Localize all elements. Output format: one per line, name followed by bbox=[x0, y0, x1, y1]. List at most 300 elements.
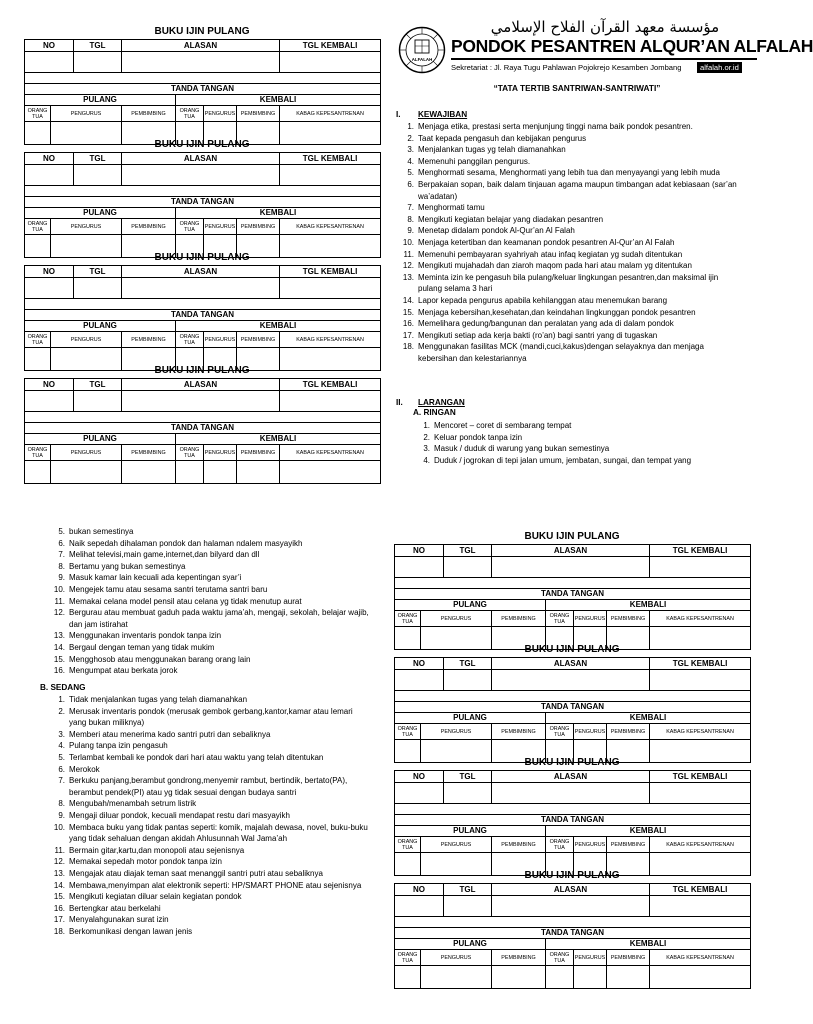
header-divider bbox=[451, 58, 757, 60]
sign-box[interactable] bbox=[574, 966, 607, 989]
item-text: bukan semestinya bbox=[69, 527, 134, 536]
item-number: 3. bbox=[423, 444, 430, 454]
form-title: BUKU IJIN PULANG bbox=[524, 531, 620, 542]
form-title: BUKU IJIN PULANG bbox=[154, 26, 250, 37]
sign-pengurus-label: PENGURUS bbox=[51, 332, 122, 348]
item-text: Memenuhi panggilan pengurus. bbox=[418, 156, 531, 166]
item-text: Memenuhi pembayaran syahriyah atau infaq kegiatan yg sudah ditentukan bbox=[418, 249, 683, 259]
tgl-cell[interactable] bbox=[74, 278, 122, 299]
item-text: Menetap didalam pondok Al-Qur’an Al Falah bbox=[418, 226, 575, 236]
item-text: Tidak menjalankan tugas yang telah diamanahkan bbox=[69, 695, 248, 704]
ringan-list-top bbox=[416, 420, 756, 466]
pesantren-logo-icon bbox=[398, 26, 446, 74]
sign-box[interactable] bbox=[492, 966, 546, 989]
list-item bbox=[51, 729, 371, 741]
item-text: Menjaga ketertiban dan keamanan pondok pesantren Al-Qur’an Al Falah bbox=[418, 237, 675, 247]
kembali-header: KEMBALI bbox=[176, 208, 381, 219]
no-cell[interactable] bbox=[25, 278, 74, 299]
col-no-header: NO bbox=[25, 266, 74, 278]
item-text: Bertengkar atau berkelahi bbox=[69, 903, 161, 913]
item-number: 1. bbox=[58, 695, 65, 704]
spacer-row bbox=[395, 917, 751, 928]
tgl-cell[interactable] bbox=[444, 557, 492, 578]
ijin-table bbox=[394, 544, 751, 650]
sign-pembimbing-label: PEMBIMBING bbox=[607, 611, 650, 627]
item-text: Lapor kepada pengurus apabila kehilanggan atau menemukan barang bbox=[418, 295, 668, 305]
item-text: Bertamu yang bukan semestinya bbox=[69, 561, 186, 571]
sign-kabag-label: KABAG KEPESANTRENAN bbox=[280, 332, 381, 348]
sign-box[interactable] bbox=[25, 461, 51, 484]
pulang-header: PULANG bbox=[395, 600, 546, 611]
col-tgl-header: TGL bbox=[444, 658, 492, 670]
list-item bbox=[51, 538, 371, 550]
list-item bbox=[400, 133, 744, 145]
item-number: 17. bbox=[402, 330, 414, 340]
item-number: 5. bbox=[407, 168, 414, 178]
item-number: 1. bbox=[423, 421, 430, 430]
item-text: Bermain gitar,kartu,dan monopoli atau sejenisnya bbox=[69, 845, 245, 855]
alasan-cell[interactable] bbox=[492, 783, 650, 804]
spacer-row bbox=[395, 578, 751, 589]
col-tgl-header: TGL bbox=[74, 266, 122, 278]
sign-box[interactable] bbox=[51, 461, 122, 484]
sign-kabag-label: KABAG KEPESANTRENAN bbox=[650, 724, 751, 740]
col-no-header: NO bbox=[395, 884, 444, 896]
item-text: Mengaji diluar pondok, kecuali mendapat restu dari masyayikh bbox=[69, 810, 291, 820]
sign-pembimbing-label: PEMBIMBING bbox=[122, 106, 176, 122]
sign-pengurus-label: PENGURUS bbox=[421, 950, 492, 966]
sign-orang-tua-label: ORANG TUA bbox=[25, 106, 51, 122]
sign-box[interactable] bbox=[122, 461, 176, 484]
col-tgl-header: TGL bbox=[74, 153, 122, 165]
tgl-cell[interactable] bbox=[74, 391, 122, 412]
item-number: 6. bbox=[58, 764, 65, 774]
item-text: Menghormati sesama, Menghormati yang lebih tua dan menyayangi yang lebih muda bbox=[418, 168, 720, 178]
ijin-table bbox=[24, 265, 381, 371]
item-text: Masuk kamar lain kecuali ada kepentingan syar’i bbox=[69, 573, 242, 583]
item-number: 15. bbox=[53, 654, 65, 664]
form-title: BUKU IJIN PULANG bbox=[154, 139, 250, 150]
sign-box[interactable] bbox=[176, 461, 204, 484]
logo-text: ALFALAH bbox=[411, 57, 433, 62]
item-number: 10. bbox=[53, 584, 65, 594]
section-number: I. bbox=[396, 110, 401, 119]
item-number: 4. bbox=[423, 455, 430, 465]
list-item bbox=[400, 225, 744, 237]
pulang-header: PULANG bbox=[25, 95, 176, 106]
list-item bbox=[51, 764, 371, 776]
no-cell[interactable] bbox=[395, 896, 444, 917]
list-item bbox=[51, 584, 371, 596]
item-text: Pulang tanpa izin pengasuh bbox=[69, 741, 168, 751]
col-no-header: NO bbox=[395, 658, 444, 670]
tanda-tangan-header: TANDA TANGAN bbox=[25, 197, 381, 208]
sign-pembimbing-label: PEMBIMBING bbox=[492, 724, 546, 740]
sign-pengurus-label: PENGURUS bbox=[574, 611, 607, 627]
col-no-header: NO bbox=[25, 379, 74, 391]
list-item bbox=[51, 903, 371, 915]
item-number: 2. bbox=[58, 706, 65, 716]
ijin-table bbox=[394, 883, 751, 989]
form-title: BUKU IJIN PULANG bbox=[154, 365, 250, 376]
sign-box[interactable] bbox=[280, 461, 381, 484]
item-text: Mengikuti setiap ada kerja bakti (ro’an) bagi santri yang di tugaskan bbox=[418, 330, 658, 340]
sign-pembimbing-label: PEMBIMBING bbox=[492, 611, 546, 627]
list-item bbox=[400, 341, 744, 364]
item-number: 3. bbox=[58, 729, 65, 739]
kembali-header: KEMBALI bbox=[546, 939, 751, 950]
item-number: 4. bbox=[407, 156, 414, 166]
sign-pembimbing-label: PEMBIMBING bbox=[122, 219, 176, 235]
tgl-cell[interactable] bbox=[444, 896, 492, 917]
item-text: Berpakaian sopan, baik dalam tinjauan agama maupun timbangan adat kebiasaan (sar’an wa’adatan) bbox=[418, 179, 737, 201]
list-item bbox=[400, 330, 744, 342]
pulang-header: PULANG bbox=[395, 826, 546, 837]
item-number: 11. bbox=[54, 845, 65, 855]
list-item bbox=[400, 156, 744, 168]
sign-box[interactable] bbox=[395, 966, 421, 989]
alasan-cell[interactable] bbox=[122, 165, 280, 186]
col-tgl-header: TGL bbox=[444, 884, 492, 896]
ijin-pulang-form bbox=[394, 869, 750, 989]
list-item bbox=[400, 260, 744, 272]
item-text: Mengikuti kegiatan diluar selain kegiatan pondok bbox=[69, 892, 242, 902]
list-item bbox=[400, 214, 744, 226]
list-item bbox=[51, 572, 371, 584]
item-text: Membaca buku yang tidak pantas seperti: komik, majalah dewasa, novel, buku-buku yang tidak sehaluan dengan akidah Ahlusunnah Wal Jama’ah bbox=[69, 822, 368, 844]
list-item bbox=[400, 237, 744, 249]
sign-box[interactable] bbox=[204, 461, 237, 484]
sedang-heading: B. SEDANG bbox=[40, 683, 86, 692]
item-number: 3. bbox=[407, 145, 414, 155]
tanda-tangan-header: TANDA TANGAN bbox=[395, 815, 751, 826]
item-number: 8. bbox=[58, 799, 65, 809]
item-text: Mengajak atau diajak teman saat menanggil santri putri atau sebaliknya bbox=[69, 868, 323, 878]
item-number: 14. bbox=[53, 642, 65, 652]
item-number: 13. bbox=[402, 272, 414, 282]
sedang-list bbox=[51, 694, 371, 937]
item-number: 7. bbox=[407, 203, 414, 213]
sign-pengurus-label: PENGURUS bbox=[204, 106, 237, 122]
sign-pengurus-label: PENGURUS bbox=[574, 837, 607, 853]
list-item bbox=[51, 526, 371, 538]
form-title: BUKU IJIN PULANG bbox=[524, 757, 620, 768]
list-item bbox=[51, 845, 371, 857]
sign-box[interactable] bbox=[237, 461, 280, 484]
item-text: Mengumpat atau berkata jorok bbox=[69, 666, 178, 676]
sign-orang-tua-label: ORANG TUA bbox=[25, 445, 51, 461]
ijin-pulang-form bbox=[24, 364, 380, 484]
website: alfalah.or.id bbox=[697, 62, 742, 73]
document-title: “TATA TERTIB SANTRIWAN-SANTRIWATI” bbox=[493, 83, 661, 93]
ringan-heading: A. RINGAN bbox=[413, 408, 456, 417]
item-text: Menghormati tamu bbox=[418, 203, 485, 213]
tanda-tangan-header: TANDA TANGAN bbox=[25, 423, 381, 434]
sign-kabag-label: KABAG KEPESANTRENAN bbox=[280, 445, 381, 461]
list-item bbox=[400, 307, 744, 319]
col-tgl-header: TGL bbox=[444, 545, 492, 557]
col-no-header: NO bbox=[395, 771, 444, 783]
sign-orang-tua-label: ORANG TUA bbox=[546, 611, 574, 627]
sign-pembimbing-label: PEMBIMBING bbox=[492, 950, 546, 966]
sign-pengurus-label: PENGURUS bbox=[574, 724, 607, 740]
col-alasan-header: ALASAN bbox=[122, 266, 280, 278]
item-text: Merokok bbox=[69, 764, 100, 774]
sign-pengurus-label: PENGURUS bbox=[204, 445, 237, 461]
item-number: 18. bbox=[402, 342, 414, 352]
item-number: 14. bbox=[402, 295, 414, 305]
col-alasan-header: ALASAN bbox=[122, 379, 280, 391]
ijin-table bbox=[24, 378, 381, 484]
item-text: Mengikuti mujahadah dan ziaroh maqom pada hari atau malam yg ditentukan bbox=[418, 261, 692, 271]
no-cell[interactable] bbox=[395, 557, 444, 578]
item-text: Duduk / jogrokan di tepi jalan umum, jembatan, sungai, dan tempat yang bbox=[434, 455, 692, 465]
sign-pengurus-label: PENGURUS bbox=[421, 611, 492, 627]
spacer-row bbox=[395, 691, 751, 702]
item-number: 11. bbox=[403, 249, 414, 259]
tgl-kembali-cell[interactable] bbox=[650, 557, 751, 578]
item-text: Memakai celana model pensil atau celana yg tidak menutup aurat bbox=[69, 596, 302, 606]
list-item bbox=[51, 891, 371, 903]
sign-pembimbing-label: PEMBIMBING bbox=[122, 332, 176, 348]
tgl-kembali-cell[interactable] bbox=[280, 165, 381, 186]
item-number: 15. bbox=[402, 307, 414, 317]
tgl-kembali-cell[interactable] bbox=[280, 52, 381, 73]
kembali-header: KEMBALI bbox=[176, 321, 381, 332]
list-item bbox=[51, 926, 371, 938]
sign-orang-tua-label: ORANG TUA bbox=[395, 837, 421, 853]
item-text: Merusak inventaris pondok (merusak gembok gerbang,kantor,kamar atau lemari yang bukan miliknya) bbox=[69, 706, 353, 728]
tanda-tangan-header: TANDA TANGAN bbox=[395, 928, 751, 939]
list-item bbox=[400, 121, 744, 133]
tgl-kembali-cell[interactable] bbox=[650, 896, 751, 917]
no-cell[interactable] bbox=[395, 783, 444, 804]
sign-orang-tua-label: ORANG TUA bbox=[25, 332, 51, 348]
item-number: 13. bbox=[53, 868, 65, 878]
item-number: 16. bbox=[53, 903, 65, 913]
col-tgl-header: TGL bbox=[444, 771, 492, 783]
spacer-row bbox=[395, 804, 751, 815]
list-item bbox=[51, 752, 371, 764]
no-cell[interactable] bbox=[25, 165, 74, 186]
item-number: 7. bbox=[58, 776, 65, 786]
col-tgl-kembali-header: TGL KEMBALI bbox=[650, 884, 751, 896]
tgl-kembali-cell[interactable] bbox=[650, 783, 751, 804]
tanda-tangan-header: TANDA TANGAN bbox=[395, 589, 751, 600]
col-alasan-header: ALASAN bbox=[122, 153, 280, 165]
tgl-cell[interactable] bbox=[74, 52, 122, 73]
item-number: 15. bbox=[53, 892, 65, 902]
list-item bbox=[51, 798, 371, 810]
col-alasan-header: ALASAN bbox=[492, 771, 650, 783]
col-tgl-header: TGL bbox=[74, 40, 122, 52]
sign-orang-tua-label: ORANG TUA bbox=[25, 219, 51, 235]
ijin-pulang-form bbox=[24, 251, 380, 371]
pesantren-title: PONDOK PESANTREN ALQUR’AN ALFALAH bbox=[451, 36, 813, 56]
list-item bbox=[51, 868, 371, 880]
alasan-cell[interactable] bbox=[492, 896, 650, 917]
tanda-tangan-header: TANDA TANGAN bbox=[395, 702, 751, 713]
sign-kabag-label: KABAG KEPESANTRENAN bbox=[650, 837, 751, 853]
col-alasan-header: ALASAN bbox=[492, 658, 650, 670]
ijin-pulang-form bbox=[394, 756, 750, 876]
kewajiban-heading bbox=[396, 110, 467, 119]
list-item bbox=[51, 822, 371, 845]
col-tgl-kembali-header: TGL KEMBALI bbox=[280, 266, 381, 278]
list-item bbox=[51, 706, 371, 729]
tgl-kembali-cell[interactable] bbox=[280, 278, 381, 299]
sign-orang-tua-label: ORANG TUA bbox=[176, 445, 204, 461]
item-number: 8. bbox=[407, 214, 414, 224]
list-item bbox=[400, 144, 744, 156]
item-text: Menggunakan inventaris pondok tanpa izin bbox=[69, 631, 222, 641]
item-text: Menjaga kebersihan,kesehatan,dan keindahan lingkunggan pondok pesantren bbox=[418, 307, 696, 317]
kembali-header: KEMBALI bbox=[176, 434, 381, 445]
alasan-cell[interactable] bbox=[492, 557, 650, 578]
list-item bbox=[51, 914, 371, 926]
alasan-cell[interactable] bbox=[122, 391, 280, 412]
pulang-header: PULANG bbox=[395, 939, 546, 950]
alasan-cell[interactable] bbox=[122, 278, 280, 299]
tgl-cell[interactable] bbox=[444, 783, 492, 804]
pulang-header: PULANG bbox=[395, 713, 546, 724]
no-cell[interactable] bbox=[395, 670, 444, 691]
item-text: Taat kepada pengasuh dan kebijakan pengurus bbox=[418, 133, 587, 143]
item-text: Meminta izin ke pengasuh bila pulang/keluar lingkungan pesantren,dan maksimal ijin pulang selama 3 hari bbox=[418, 272, 719, 294]
item-number: 9. bbox=[58, 810, 65, 820]
sign-orang-tua-label: ORANG TUA bbox=[395, 950, 421, 966]
list-item bbox=[400, 167, 744, 179]
item-number: 9. bbox=[58, 573, 65, 583]
item-number: 10. bbox=[402, 237, 414, 247]
pulang-header: PULANG bbox=[25, 208, 176, 219]
sign-orang-tua-label: ORANG TUA bbox=[546, 724, 574, 740]
sign-kabag-label: KABAG KEPESANTRENAN bbox=[650, 950, 751, 966]
sign-pembimbing-label: PEMBIMBING bbox=[237, 106, 280, 122]
sign-pengurus-label: PENGURUS bbox=[421, 837, 492, 853]
tgl-kembali-cell[interactable] bbox=[650, 670, 751, 691]
section-title: KEWAJIBAN bbox=[418, 110, 468, 119]
sign-box[interactable] bbox=[421, 966, 492, 989]
sign-pembimbing-label: PEMBIMBING bbox=[237, 332, 280, 348]
sign-pembimbing-label: PEMBIMBING bbox=[607, 950, 650, 966]
sign-orang-tua-label: ORANG TUA bbox=[176, 219, 204, 235]
no-cell[interactable] bbox=[25, 52, 74, 73]
sign-orang-tua-label: ORANG TUA bbox=[176, 332, 204, 348]
list-item bbox=[51, 694, 371, 706]
pulang-header: PULANG bbox=[25, 434, 176, 445]
sign-pembimbing-label: PEMBIMBING bbox=[237, 219, 280, 235]
no-cell[interactable] bbox=[25, 391, 74, 412]
item-number: 11. bbox=[54, 596, 65, 606]
item-number: 6. bbox=[407, 179, 414, 189]
list-item bbox=[51, 654, 371, 666]
list-item bbox=[416, 443, 756, 455]
sign-pengurus-label: PENGURUS bbox=[574, 950, 607, 966]
kembali-header: KEMBALI bbox=[546, 826, 751, 837]
col-tgl-kembali-header: TGL KEMBALI bbox=[650, 771, 751, 783]
item-number: 4. bbox=[58, 741, 65, 751]
list-item bbox=[400, 295, 744, 307]
ijin-table bbox=[24, 39, 381, 145]
sign-orang-tua-label: ORANG TUA bbox=[546, 837, 574, 853]
alasan-cell[interactable] bbox=[122, 52, 280, 73]
col-alasan-header: ALASAN bbox=[492, 545, 650, 557]
ijin-pulang-form bbox=[24, 138, 380, 258]
item-text: Berkuku panjang,berambut gondrong,menyemir rambut, bertindik, bertato(PA), berambut pendek(PI) atau yg tidak sesuai dengan budaya santri bbox=[69, 776, 348, 797]
item-text: Melihat televisi,main game,internet,dan bilyard dan dll bbox=[69, 550, 260, 560]
col-alasan-header: ALASAN bbox=[122, 40, 280, 52]
item-text: Berkomunikasi dengan lawan jenis bbox=[69, 926, 193, 936]
col-no-header: NO bbox=[395, 545, 444, 557]
col-no-header: NO bbox=[25, 153, 74, 165]
item-text: Memakai sepedah motor pondok tanpa izin bbox=[69, 857, 222, 867]
item-text: Mengubah/menambah setrum listrik bbox=[69, 799, 197, 809]
list-item bbox=[51, 630, 371, 642]
address: Sekretariat : Jl. Raya Tugu Pahlawan Pojokrejo Kesamben Jombang bbox=[451, 63, 682, 72]
col-tgl-kembali-header: TGL KEMBALI bbox=[280, 379, 381, 391]
tgl-cell[interactable] bbox=[444, 670, 492, 691]
list-item bbox=[51, 880, 371, 892]
item-text: Membawa,menyimpan alat elektronik seperti: HP/SMART PHONE atau sejenisnya bbox=[69, 880, 362, 890]
ijin-table bbox=[24, 152, 381, 258]
item-number: 12. bbox=[402, 261, 414, 271]
tgl-cell[interactable] bbox=[74, 165, 122, 186]
item-number: 6. bbox=[58, 538, 65, 548]
sign-kabag-label: KABAG KEPESANTRENAN bbox=[650, 611, 751, 627]
ijin-table bbox=[394, 657, 751, 763]
sign-orang-tua-label: ORANG TUA bbox=[395, 611, 421, 627]
spacer-row bbox=[25, 73, 381, 84]
list-item bbox=[51, 740, 371, 752]
col-no-header: NO bbox=[25, 40, 74, 52]
col-tgl-kembali-header: TGL KEMBALI bbox=[650, 545, 751, 557]
list-item bbox=[400, 249, 744, 261]
sign-orang-tua-label: ORANG TUA bbox=[176, 106, 204, 122]
sign-box[interactable] bbox=[650, 966, 751, 989]
ijin-pulang-form bbox=[394, 530, 750, 650]
sign-pengurus-label: PENGURUS bbox=[421, 724, 492, 740]
sign-pengurus-label: PENGURUS bbox=[204, 332, 237, 348]
item-number: 13. bbox=[53, 631, 65, 641]
arabic-title: مؤسسة معهد القرآن الفلاح الإسلامي bbox=[490, 18, 720, 36]
list-item bbox=[400, 179, 744, 202]
sign-box[interactable] bbox=[546, 966, 574, 989]
sign-pengurus-label: PENGURUS bbox=[51, 106, 122, 122]
item-number: 17. bbox=[53, 915, 65, 925]
list-item bbox=[51, 549, 371, 561]
list-item bbox=[400, 272, 744, 295]
list-item bbox=[51, 665, 371, 677]
alasan-cell[interactable] bbox=[492, 670, 650, 691]
list-item bbox=[51, 775, 371, 798]
item-number: 16. bbox=[402, 319, 414, 329]
sign-box[interactable] bbox=[607, 966, 650, 989]
tgl-kembali-cell[interactable] bbox=[280, 391, 381, 412]
sign-pengurus-label: PENGURUS bbox=[51, 445, 122, 461]
item-number: 2. bbox=[423, 432, 430, 442]
ringan-list-bottom bbox=[51, 526, 371, 677]
ijin-pulang-form bbox=[24, 25, 380, 145]
kewajiban-list bbox=[400, 121, 744, 364]
spacer-row bbox=[25, 186, 381, 197]
sign-pengurus-label: PENGURUS bbox=[51, 219, 122, 235]
item-text: Mencoret – coret di sembarang tempat bbox=[434, 421, 572, 430]
item-number: 8. bbox=[58, 561, 65, 571]
kembali-header: KEMBALI bbox=[546, 600, 751, 611]
item-number: 12. bbox=[53, 857, 65, 867]
sign-orang-tua-label: ORANG TUA bbox=[395, 724, 421, 740]
